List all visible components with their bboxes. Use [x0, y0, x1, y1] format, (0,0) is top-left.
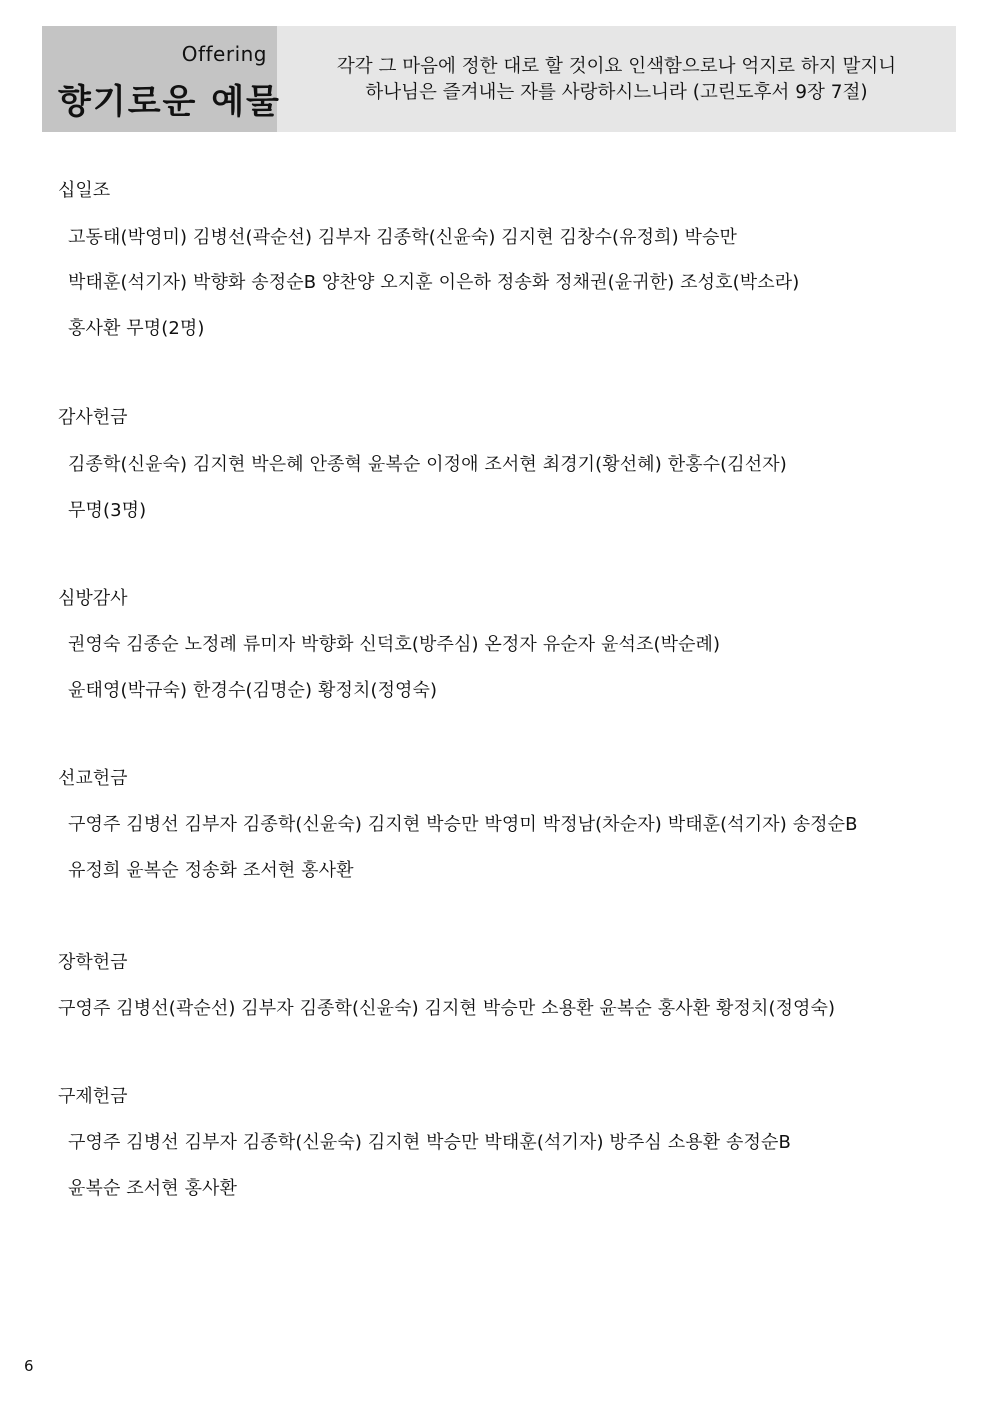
mission-line-2: 유정희 윤복순 정송화 조서현 홍사환: [68, 860, 354, 881]
header-title: 향기로운 예물: [58, 82, 281, 122]
header-title-box: [42, 26, 281, 132]
tithe-line-2: 박태훈(석기자) 박향화 송정순B 양찬양 오지훈 이은하 정송화 정채권(윤귀한) 조성호(박소라): [68, 272, 800, 293]
section-title-mission: 선교헌금: [58, 768, 128, 789]
section-title-relief: 구제헌금: [58, 1086, 128, 1107]
header-label-en: Offering: [181, 42, 267, 66]
offering-header: [42, 26, 956, 132]
section-title-scholarship: 장학헌금: [58, 952, 128, 973]
section-title-visitation: 심방감사: [58, 588, 128, 609]
scholarship-line-1: 구영주 김병선(곽순선) 김부자 김종학(신윤숙) 김지현 박승만 소용환 윤복순 홍사환 황정치(정영숙): [58, 998, 836, 1019]
thanksgiving-line-2: 무명(3명): [68, 500, 147, 521]
thanksgiving-line-1: 김종학(신윤숙) 김지현 박은혜 안종혁 윤복순 이정애 조서현 최경기(황선혜) 한홍수(김선자): [68, 454, 787, 475]
section-title-tithe: 십일조: [58, 180, 111, 201]
verse-line-1: 각각 그 마음에 정한 대로 할 것이요 인색함으로나 억지로 하지 말지니: [336, 56, 897, 77]
visitation-line-2: 윤태영(박규숙) 한경수(김명순) 황정치(정영숙): [68, 680, 438, 701]
section-title-thanksgiving: 감사헌금: [58, 407, 128, 428]
tithe-line-3: 홍사환 무명(2명): [68, 318, 205, 339]
tithe-line-1: 고동태(박영미) 김병선(곽순선) 김부자 김종학(신윤숙) 김지현 김창수(유정희) 박승만: [68, 227, 738, 248]
header-verse: [277, 54, 956, 106]
verse-line-2: 하나님은 즐겨내는 자를 사랑하시느니라 (고린도후서 9장 7절): [365, 82, 868, 103]
relief-line-1: 구영주 김병선 김부자 김종학(신윤숙) 김지현 박승만 박태훈(석기자) 방주심 소용환 송정순B: [68, 1132, 791, 1153]
mission-line-1: 구영주 김병선 김부자 김종학(신윤숙) 김지현 박승만 박영미 박정남(차순자) 박태훈(석기자) 송정순B: [68, 814, 858, 835]
relief-line-2: 윤복순 조서현 홍사환: [68, 1178, 238, 1199]
page-number: 6: [24, 1357, 34, 1375]
visitation-line-1: 권영숙 김종순 노정례 류미자 박향화 신덕호(방주심) 온정자 유순자 윤석조(박순례): [68, 634, 721, 655]
